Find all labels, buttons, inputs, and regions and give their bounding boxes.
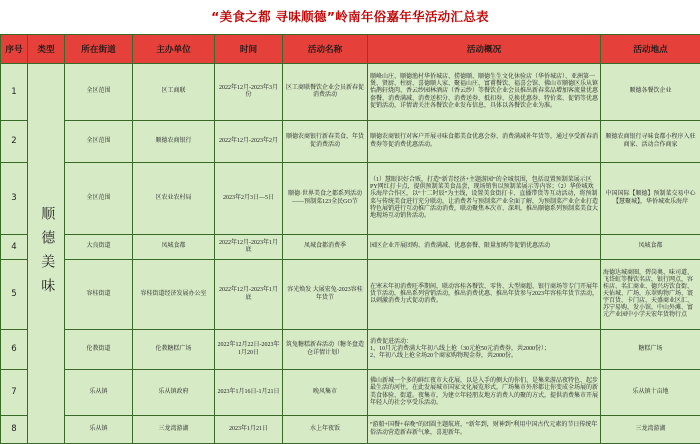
overview-cell: 顺峰山庄、顺德渔村华侨城店、捞德顺、顺德生生文化休验店（华侨城店）、亚洲第一煲、贤厨、柱厨、喜德顺人家、聚福山庄、富甫餐饮、福喜会馆、佛山市顺德区乐从镇怡鹊轩烧肉、香云纱园林酒店（香云纱）等餐饮企业会员推出新春菜品增加客流量优惠套餐、消费满减、消费送积分、消费送券、抵扣券、兑换优惠券、特价菜、促销等优惠促销活动，详情请关注各餐饮企业发布信息，具体以各餐饮企业为准。	[368, 64, 601, 121]
overview-cell: “游船+国餐+春晚”的团圆主题航班，“新年到，财神到”利用中国古代元素的节日传统年俗活动营造新春新气象，喜迎新年。	[368, 416, 601, 444]
row-number: 1	[1, 64, 28, 121]
table-row	[1, 163, 700, 235]
row-number: 5	[1, 260, 28, 330]
page-title: “美食之都 寻味顺德”岭南年俗嘉年华活动汇总表	[211, 9, 489, 24]
overview-cell: 佛山新城一个多的鲜红夜市大花展，以是入手的侧大的你们、是集来游品夜特色、起步最生活的河往，在此发展城市国家文化展览形式，广场集市外形都让你变成全场展的新美食体验、街道。夜集市，为建立年轻朋友地方消费人的聚的方式，提供消费集市开展年轻人的社会享受乐活动。	[368, 370, 601, 416]
organizer-cell: 区农业农村局	[133, 163, 215, 235]
street-cell: 容桂街道	[65, 260, 133, 330]
row-number: 7	[1, 370, 28, 416]
header-street: 所在街道	[65, 35, 133, 64]
overview-cell: （1）慧眼识好合贩，打造“新青经济+主题游园”的全城氛围，包括设置预制菜展示区PY网红打卡点，提供预制菜美食品尝，现场销售以预制菜展示等内容；（2）华侨城欢乐海岸合作区，以“十二时辰”为主线，设置美食街打卡、直播带货等互动活动，将预制菜与传统美食进行充分联动，让消费者与预制菜产业全面了解，为预制菜产业企业打造特色展销进行互动推广活动消费，联动聚焦本次市、深圳，推出顺德系列预制菜美食大地现场互动销售活动。	[368, 163, 601, 235]
table-row	[1, 121, 700, 163]
summary-table	[0, 34, 700, 444]
category-cell: 顺德美味	[28, 64, 65, 444]
table-row	[1, 64, 700, 121]
table-row	[1, 370, 700, 416]
street-cell: 全区范围	[65, 64, 133, 121]
header-organizer: 主办单位	[133, 35, 215, 64]
time-cell: 2023年1月16日-1月21日	[215, 370, 283, 416]
overview-cell: 消费促进活动： 1、10月元消费满大年初八线上抢（30元抢50元消费券，共2000份）； 2、年初八线上抢全场20个商家购物现金券，共2000份。	[368, 330, 601, 370]
organizer-cell: 伦教糖糕广场	[133, 330, 215, 370]
activity-name-cell: 凤城食都消费季	[283, 235, 368, 260]
table-row	[1, 416, 700, 444]
header-time: 时间	[215, 35, 283, 64]
organizer-cell: 容桂街道经济发展办公室	[133, 260, 215, 330]
row-number: 6	[1, 330, 28, 370]
time-cell: 2023年2月3日—5日	[215, 163, 283, 235]
table-row	[1, 260, 700, 330]
overview-cell: 在寒末年初消费旺季期间，联动容桂各餐饮、零售、大型商超、银行商场等专门开展年货节活动，推出系列营销活动，推出消费优惠、推出年货参与2023年容桂年货节活动，以刺激消费力式促动消费。	[368, 260, 601, 330]
time-cell: 2022年12月-2023年3月份	[215, 64, 283, 121]
street-cell: 乐从镇	[65, 370, 133, 416]
table-row	[1, 235, 700, 260]
header-overview: 活动概况	[368, 35, 601, 64]
location-cell: 糖糕广场	[601, 330, 700, 370]
header-no: 序号	[1, 35, 28, 64]
row-number: 3	[1, 163, 28, 235]
location-cell: 凤城食都	[601, 235, 700, 260]
row-number: 2	[1, 121, 28, 163]
activity-name-cell: 顺德·世界美食之都系列活动——预制菜123全民GO节	[283, 163, 368, 235]
time-cell: 2022年12月-2023年1月底	[215, 260, 283, 330]
activity-name-cell: 水上年夜饭	[283, 416, 368, 444]
overview-cell: 顺德农商银行对客户开展寻味食都美食优惠会券、消费满减补年货等，通过享受新春消费券等促消费优惠活动。	[368, 121, 601, 163]
organizer-cell: 凤城食都	[133, 235, 215, 260]
row-number: 4	[1, 235, 28, 260]
street-cell: 伦教街道	[65, 330, 133, 370]
location-cell: 海德达城商圈，碧岗奥、味司道、飞岱虹等餐饮名店，银行网点，容桂店、名汇商业、德兴坊饮食街、天佑城、广场，东翠购物广场、寰宇百货、卡门店、天盛商业区汇、苏宁易购，发小馆，中山外滩、富元产业园中小学天宏年货物行点	[601, 260, 700, 330]
location-cell: 顺德各餐饮企业	[601, 64, 700, 121]
time-cell: 2022年12月22日-2023年1月20日	[215, 330, 283, 370]
organizer-cell: 三龙湾游湖	[133, 416, 215, 444]
location-cell: 中国国际【顺德】预制菜交易中心【慧聚城】，华侨城欢乐海岸	[601, 163, 700, 235]
time-cell: 2022年12月-2023年1月底	[215, 235, 283, 260]
activity-name-cell: 筑兔糖糕新春活动（糖冬盘造仓详情计划）	[283, 330, 368, 370]
activity-name-cell: 容光焕发 大展宏兔-2023容桂年货节	[283, 260, 368, 330]
organizer-cell: 乐从镇政府	[133, 370, 215, 416]
table-row	[1, 330, 700, 370]
activity-name-cell: 晚风集市	[283, 370, 368, 416]
location-cell: 顺德农商银行寻味食都小程序入驻商家、活动合作商家	[601, 121, 700, 163]
time-cell: 2023年1月21日	[215, 416, 283, 444]
street-cell: 全区范围	[65, 163, 133, 235]
activity-name-cell: 区工商联餐饮企业会员新春促消费活动	[283, 64, 368, 121]
time-cell: 2022年12月-2023年2月	[215, 121, 283, 163]
organizer-cell: 顺德农商银行	[133, 121, 215, 163]
header-activity-name: 活动名称	[283, 35, 368, 64]
activity-name-cell: 顺德农商银行新春美食、年货促消费活动	[283, 121, 368, 163]
header-location: 活动地点	[601, 35, 700, 64]
organizer-cell: 区工商联	[133, 64, 215, 121]
overview-cell: 园区企业开展团购、消费满减、优惠套餐、限量加购等促销优惠活动	[368, 235, 601, 260]
street-cell: 全区范围	[65, 121, 133, 163]
location-cell: 三龙湾游湖	[601, 416, 700, 444]
location-cell: 乐从镇十亩地	[601, 370, 700, 416]
street-cell: 大良街道	[65, 235, 133, 260]
row-number: 8	[1, 416, 28, 444]
header-row	[1, 35, 700, 64]
header-category: 类型	[28, 35, 65, 64]
street-cell: 乐从镇	[65, 416, 133, 444]
